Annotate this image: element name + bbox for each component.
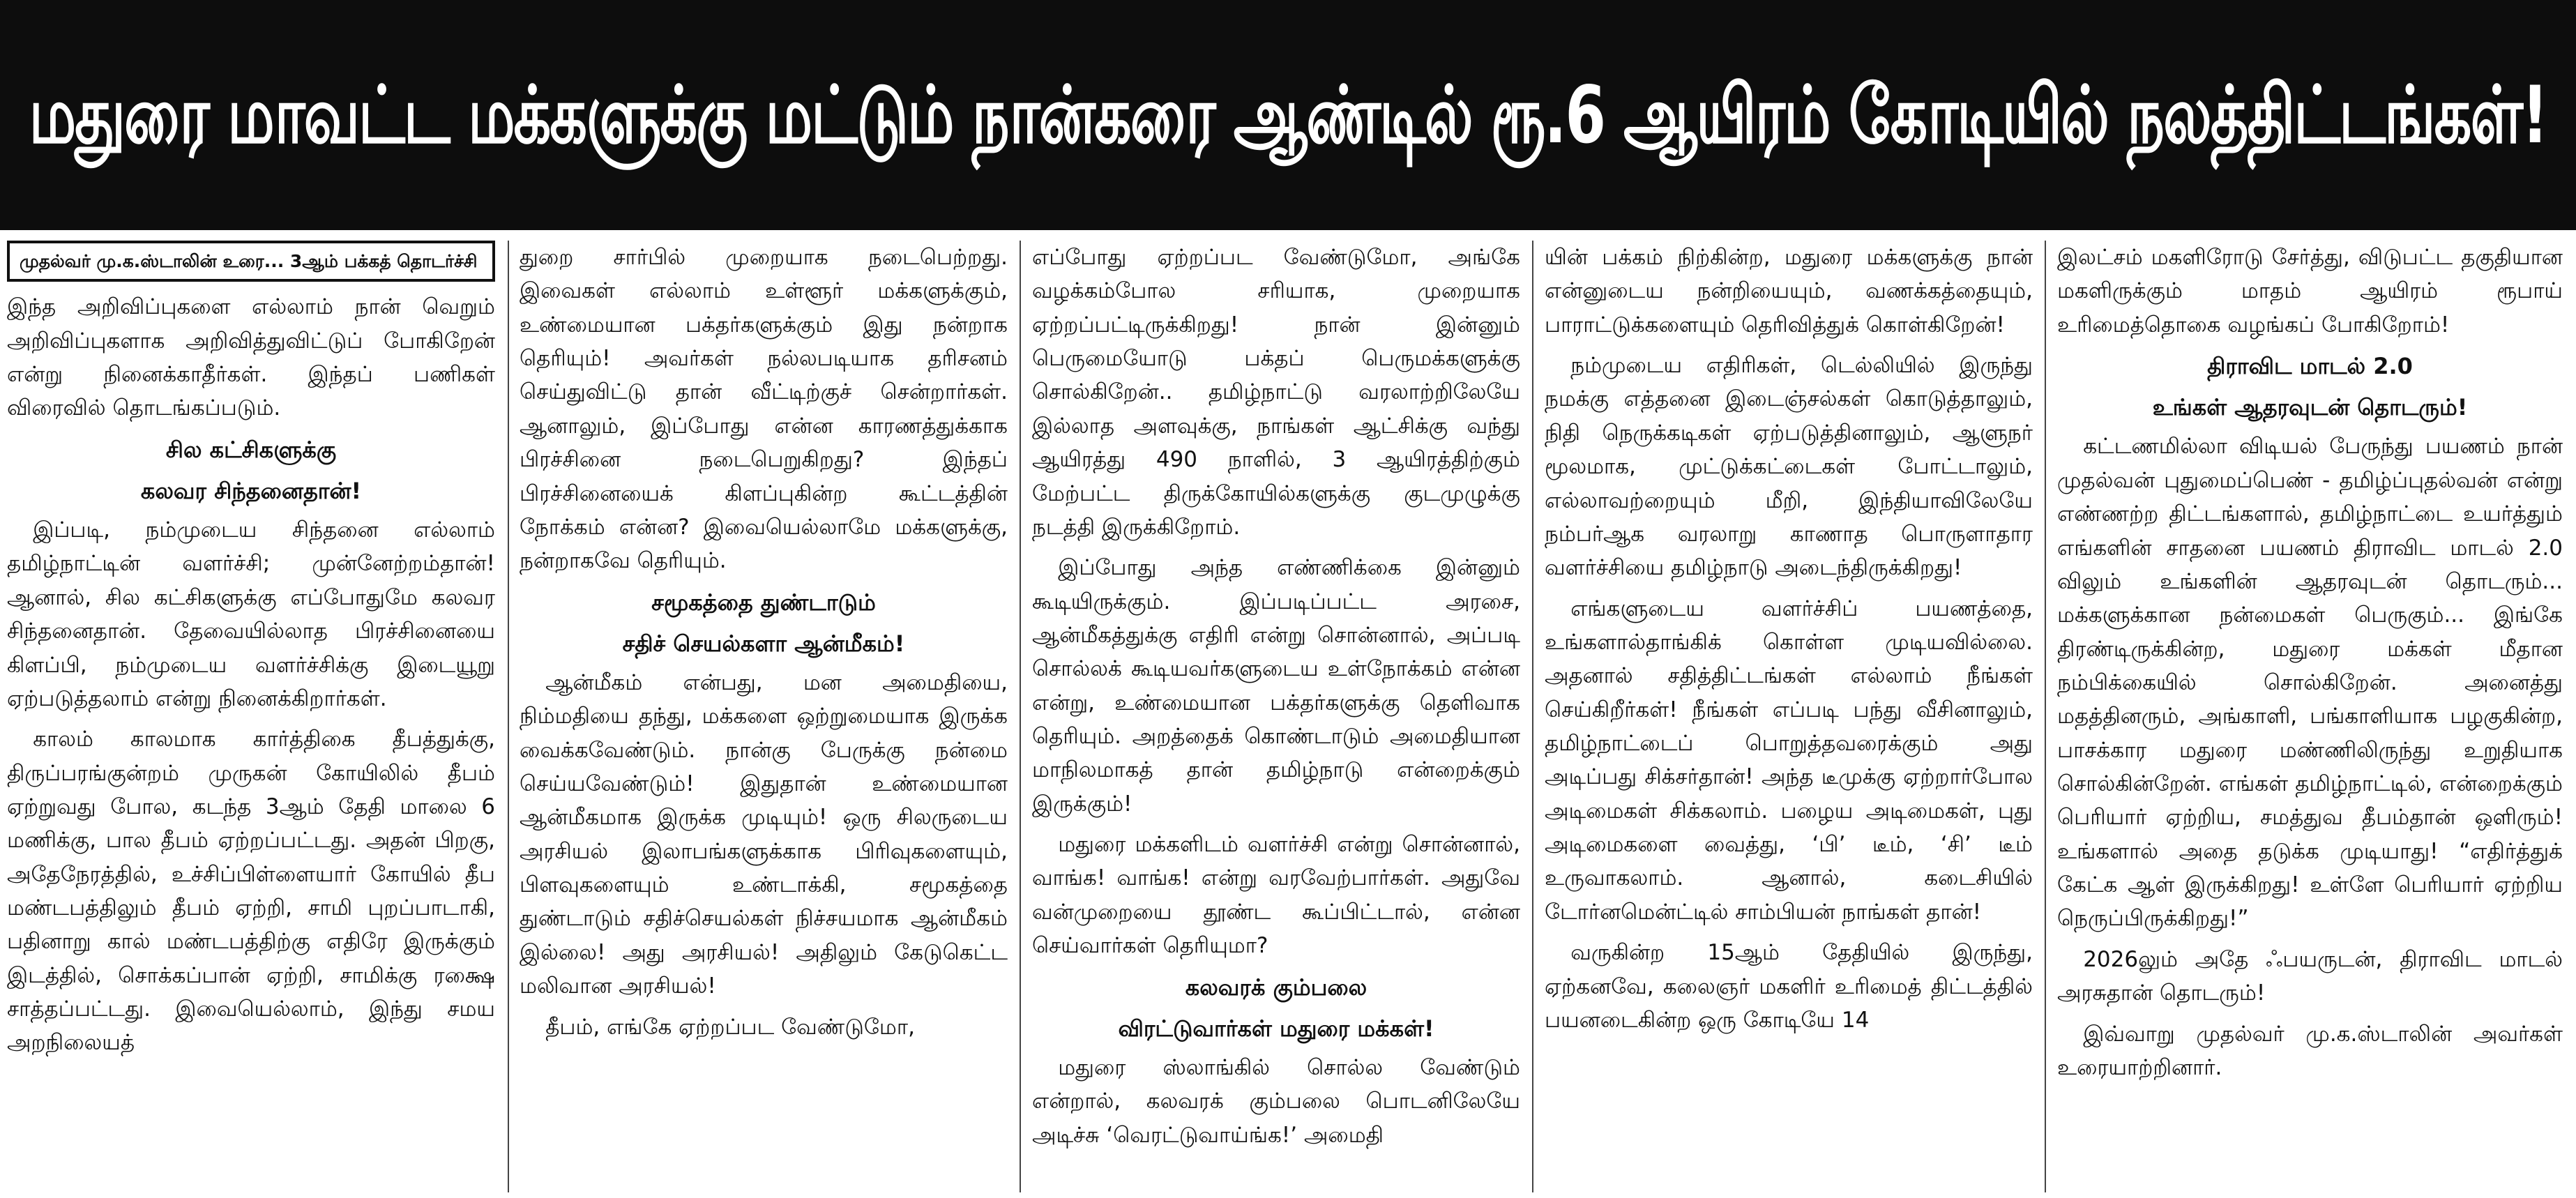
column-divider <box>2045 241 2046 1192</box>
paragraph: ஆன்மீகம் என்பது, மன அமைதியை, நிம்மதியை தந்து, மக்களை ஒற்றுமையாக இருக்க வைக்கவேண்டும். நான்கு பேருக்கு நன்மை செய்யவேண்டும்! இதுதான் உண்மையான ஆன்மீகமாக இருக்க முடியும்! ஒரு சிலருடைய அரசியல் இலாபங்களுக்காக பிரிவுகளையும், பிளவுகளையும் உண்டாக்கி, சமூகத்தை துண்டாடும் சதிச்செயல்கள் நிச்சயமாக ஆன்மீகம் இல்லை! அது அரசியல்! அதிலும் கேடுகெட்ட மலிவான அரசியல்! <box>520 669 1008 999</box>
paragraph: எப்போது ஏற்றப்பட வேண்டுமோ, அங்கே வழக்கம்போல சரியாக, முறையாக ஏற்றப்பட்டிருக்கிறது! நான் இன்னும் பெருமையோடு பக்தப் பெருமக்களுக்கு சொல்கிறேன்.. தமிழ்நாட்டு வரலாற்றிலேயே இல்லாத அளவுக்கு, நாங்கள் ஆட்சிக்கு வந்து ஆயிரத்து 490 நாளில், 3 ஆயிரத்திற்கும் மேற்பட்ட திருக்கோயில்களுக்கு குடமுழுக்கு நடத்தி இருக்கிறோம். <box>1032 245 1520 540</box>
subheading: சமூகத்தை துண்டாடும் <box>651 589 876 616</box>
subheading: சில கட்சிகளுக்கு <box>165 436 337 463</box>
column-divider <box>1020 241 1021 1192</box>
paragraph: யின் பக்கம் நிற்கின்ற, மதுரை மக்களுக்கு நான் என்னுடைய நன்றியையும், வணக்கத்தையும், பாராட்டுக்களையும் தெரிவித்துக் கொள்கிறேன்! <box>1545 245 2033 338</box>
kicker-box <box>7 241 495 282</box>
paragraph: துறை சார்பில் முறையாக நடைபெற்றது. இவைகள் எல்லாம் உள்ளூர் மக்களுக்கும், உண்மையான பக்தர்களுக்கும் இது நன்றாக தெரியும்! அவர்கள் நல்லபடியாக தரிசனம் செய்துவிட்டு தான் வீட்டிற்குச் சென்றார்கள். ஆனாலும், இப்போது என்ன காரணத்துக்காக பிரச்சினை நடைபெறுகிறது? இந்தப் பிரச்சினையைக் கிளப்புகின்ற கூட்டத்தின் நோக்கம் என்ன? இவையெல்லாமே மக்களுக்கு, நன்றாகவே தெரியும். <box>520 245 1008 574</box>
paragraph: 2026லும் அதே ஃபயருடன், திராவிட மாடல் அரசுதான் தொடரும்! <box>2057 946 2563 1006</box>
paragraph: கட்டணமில்லா விடியல் பேருந்து பயணம் நான் முதல்வன் புதுமைப்பெண் - தமிழ்ப்புதல்வன் என்று எண்ணற்ற திட்டங்களால், தமிழ்நாட்டை உயர்த்தும் எங்களின் சாதனை பயணம் திராவிட மாடல் 2.0 விலும் உங்களின் ஆதரவுடன் தொடரும்... மக்களுக்கான நன்மைகள் பெருகும்... இங்கே திரண்டிருக்கின்ற, மதுரை மக்கள் மீதான நம்பிக்கையில் சொல்கிறேன். அனைத்து மதத்தினரும், அங்காளி, பங்காளியாக பழகுகின்ற, பாசக்கார மதுரை மண்ணிலிருந்து உறுதியாக சொல்கின்றேன். எங்கள் தமிழ்நாட்டில், என்றைக்கும் பெரியார் ஏற்றிய, சமத்துவ தீபம்தான் ஒளிரும்! உங்களால் அதை தடுக்க முடியாது! “எதிர்த்துக் கேட்க ஆள் இருக்கிறது! உள்ளே பெரியார் ஏற்றிய நெருப்பிருக்கிறது!” <box>2057 434 2563 932</box>
article-column-5 <box>2057 241 2563 1195</box>
article-column-4 <box>1545 241 2033 1195</box>
headline: மதுரை மாவட்ட மக்களுக்கு மட்டும் நான்கரை ஆண்டில் ரூ.6 ஆயிரம் கோடியில் நலத்திட்டங்கள்! <box>29 68 2547 162</box>
article-column-3 <box>1032 241 1520 1195</box>
column-divider <box>1532 241 1533 1192</box>
headline-banner <box>0 0 2576 230</box>
paragraph: இப்போது அந்த எண்ணிக்கை இன்னும் கூடியிருக்கும். இப்படிப்பட்ட அரசை, ஆன்மீகத்துக்கு எதிரி என்று சொன்னால், அப்படி சொல்லக் கூடியவர்களுடைய உள்நோக்கம் என்ன என்று, உண்மையான பக்தர்களுக்கு தெளிவாக தெரியும். அறத்தைக் கொண்டாடும் அமைதியான மாநிலமாகத் தான் தமிழ்நாடு என்றைக்கும் இருக்கும்! <box>1032 555 1520 817</box>
kicker-text: முதல்வர் மு.க.ஸ்டாலின் உரை... 3ஆம் பக்கத் தொடர்ச்சி <box>20 251 478 271</box>
paragraph: வருகின்ற 15ஆம் தேதியில் இருந்து, ஏற்கனவே, கலைஞர் மகளிர் உரிமைத் திட்டத்தில் பயனடைகின்ற ஒரு கோடியே 14 <box>1545 940 2033 1033</box>
subheading: கலவர சிந்தனைதான்! <box>140 477 362 504</box>
paragraph: இவ்வாறு முதல்வர் மு.க.ஸ்டாலின் அவர்கள் உரையாற்றினார். <box>2057 1021 2563 1080</box>
paragraph: மதுரை மக்களிடம் வளர்ச்சி என்று சொன்னால், வாங்க! வாங்க! என்று வரவேற்பார்கள். அதுவே வன்முறையை தூண்ட கூப்பிட்டால், என்ன செய்வார்கள் தெரியுமா? <box>1032 832 1520 959</box>
column-divider <box>508 241 509 1192</box>
paragraph: காலம் காலமாக கார்த்திகை தீபத்துக்கு, திருப்பரங்குன்றம் முருகன் கோயிலில் தீபம் ஏற்றுவது போல, கடந்த 3ஆம் தேதி மாலை 6 மணிக்கு, பால தீபம் ஏற்றப்பட்டது. அதன் பிறகு, அதேநேரத்தில், உச்சிப்பிள்ளையார் கோயில் தீப மண்டபத்திலும் தீபம் ஏற்றி, சாமி புறப்பாடாகி, பதினாறு கால் மண்டபத்திற்கு எதிரே இருக்கும் இடத்தில், சொக்கப்பான் ஏற்றி, சாமிக்கு ரக்ஷை சாத்தப்பட்டது. இவையெல்லாம், இந்து சமய அறநிலையத் <box>7 727 495 1056</box>
paragraph: இப்படி, நம்முடைய சிந்தனை எல்லாம் தமிழ்நாட்டின் வளர்ச்சி; முன்னேற்றம்தான்! ஆனால், சில கட்சிகளுக்கு எப்போதுமே கலவர சிந்தனைதான். தேவையில்லாத பிரச்சினையை கிளப்பி, நம்முடைய வளர்ச்சிக்கு இடையூறு ஏற்படுத்தலாம் என்று நினைக்கிறார்கள். <box>7 517 495 711</box>
subheading: கலவரக் கும்பலை <box>1185 973 1367 1001</box>
paragraph: மதுரை ஸ்லாங்கில் சொல்ல வேண்டும் என்றால், கலவரக் கும்பலை பொடனிலேயே அடிச்சு ‘வெரட்டுவாய்ங்க!’ அமைதி <box>1032 1054 1520 1148</box>
paragraph: தீபம், எங்கே ஏற்றப்பட வேண்டுமோ, <box>545 1014 915 1040</box>
subheading: விரட்டுவார்கள் மதுரை மக்கள்! <box>1118 1015 1434 1042</box>
paragraph: எங்களுடைய வளர்ச்சிப் பயணத்தை, உங்களால்தாங்கிக் கொள்ள முடியவில்லை. அதனால் சதித்திட்டங்கள் எல்லாம் நீங்கள் செய்கிறீர்கள்! நீங்கள் எப்படி பந்து வீசினாலும், தமிழ்நாட்டைப் பொறுத்தவரைக்கும் அது அடிப்பது சிக்சர்தான்! அந்த டீமுக்கு ஏற்றார்போல அடிமைகள் சிக்கலாம். பழைய அடிமைகள், புது அடிமைகளை வைத்து, ‘பி’ டீம், ‘சி’ டீம் உருவாகலாம். ஆனால், கடைசியில் டோர்னமென்ட்டில் சாம்பியன் நாங்கள் தான்! <box>1545 596 2033 925</box>
subheading: சதிச் செயல்களா ஆன்மீகம்! <box>622 630 905 657</box>
paragraph: இலட்சம் மகளிரோடு சேர்த்து, விடுபட்ட தகுதியான மகளிருக்கும் மாதம் ஆயிரம் ரூபாய் உரிமைத்தொகை வழங்கப் போகிறோம்! <box>2057 245 2563 338</box>
paragraph: இந்த அறிவிப்புகளை எல்லாம் நான் வெறும் அறிவிப்புகளாக அறிவித்துவிட்டுப் போகிறேன் என்று நினைக்காதீர்கள். இந்தப் பணிகள் விரைவில் தொடங்கப்படும். <box>7 294 495 421</box>
article-column-1 <box>7 241 495 1195</box>
article-column-2 <box>520 241 1008 1195</box>
subheading: உங்கள் ஆதரவுடன் தொடரும்! <box>2152 394 2468 421</box>
subheading: திராவிட மாடல் 2.0 <box>2207 353 2413 380</box>
paragraph: நம்முடைய எதிரிகள், டெல்லியில் இருந்து நமக்கு எத்தனை இடைஞ்சல்கள் கொடுத்தாலும், நிதி நெருக்கடிகள் ஏற்படுத்தினாலும், ஆளுநர் மூலமாக, முட்டுக்கட்டைகள் போட்டாலும், எல்லாவற்றையும் மீறி, இந்தியாவிலேயே நம்பர்ஆக வரலாறு காணாத பொருளாதார வளர்ச்சியை தமிழ்நாடு அடைந்திருக்கிறது! <box>1545 353 2033 581</box>
